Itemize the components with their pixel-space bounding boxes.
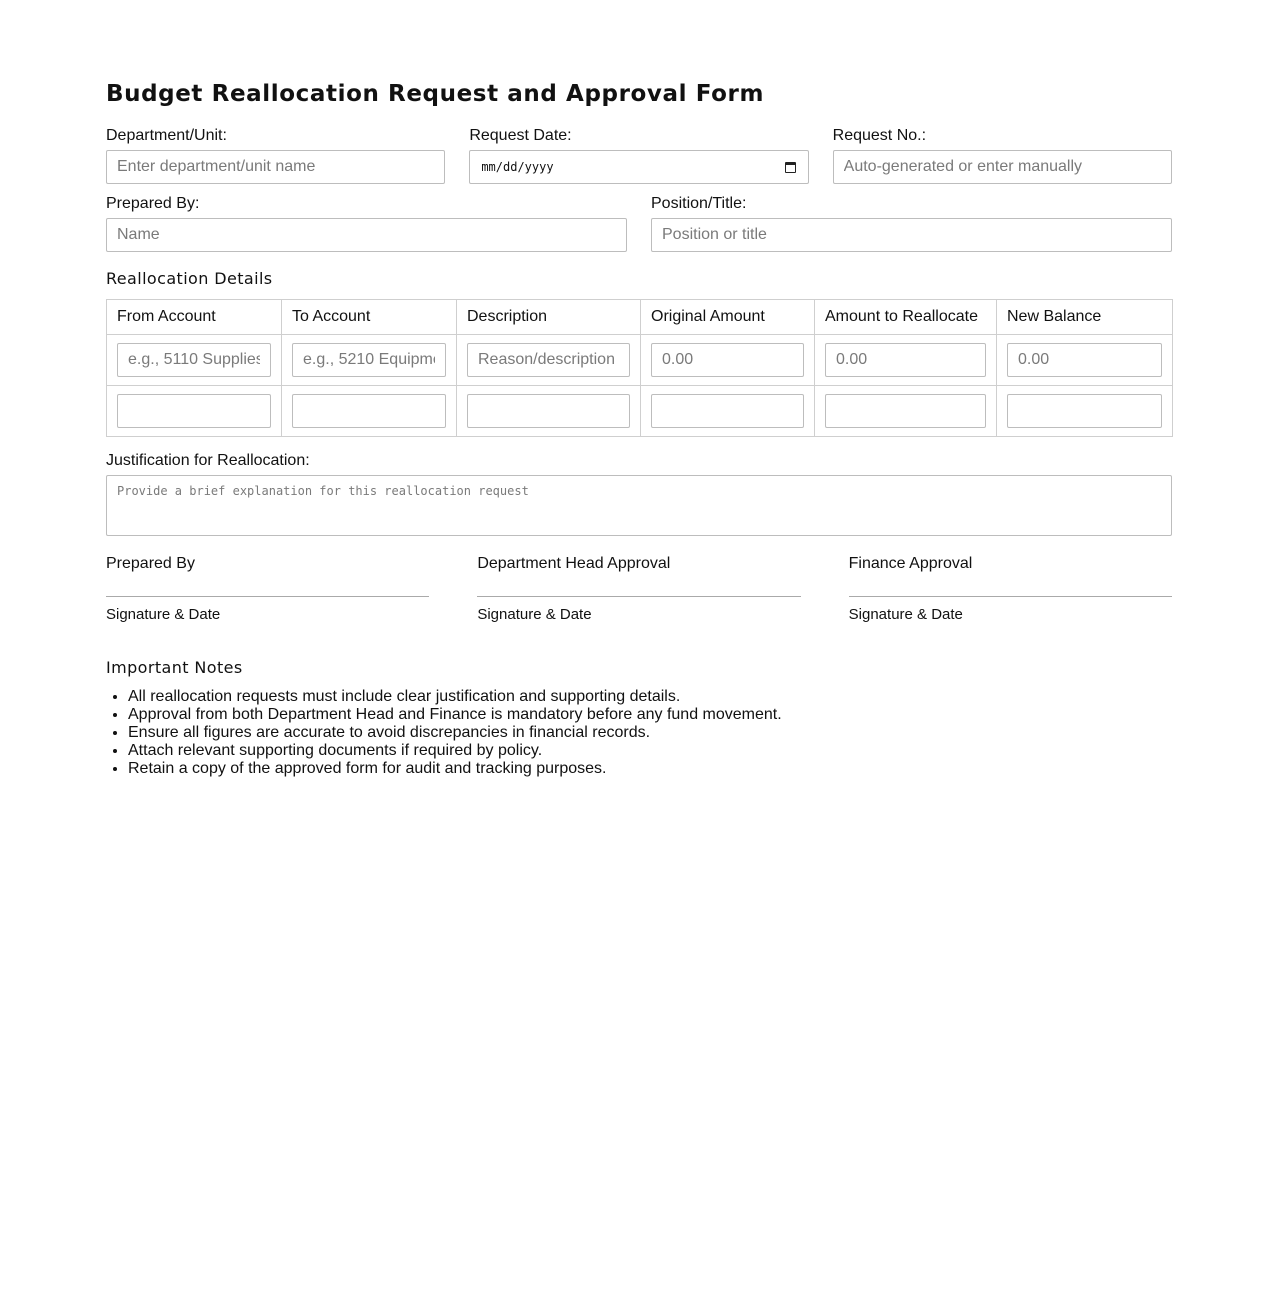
list-item: • Retain a copy of the approved form for audit and tracking purposes. — [128, 760, 1172, 778]
table-row — [107, 335, 1173, 386]
header-row-1 — [106, 126, 1172, 184]
prepared-by-input[interactable] — [106, 218, 627, 252]
list-item: • Approval from both Department Head and Finance is mandatory before any fund movement. — [128, 706, 1172, 724]
signature-block-prepared-by — [106, 554, 429, 624]
from-account-input[interactable] — [117, 394, 271, 428]
signature-caption: Signature & Date — [477, 606, 592, 623]
signature-title: Department Head Approval — [477, 555, 671, 572]
table-cell — [997, 335, 1173, 386]
table-cell — [815, 386, 997, 437]
notes-section-title: Important Notes — [106, 658, 243, 677]
prepared-by-field — [106, 194, 627, 252]
reallocation-section-title: Reallocation Details — [106, 269, 273, 288]
reallocation-header-row — [107, 300, 1173, 335]
signature-caption: Signature & Date — [106, 606, 221, 623]
table-cell — [107, 335, 282, 386]
department-field — [106, 126, 445, 184]
request-no-label: Request No.: — [832, 127, 927, 144]
request-no-input[interactable] — [833, 150, 1172, 184]
table-cell — [107, 386, 282, 437]
to-account-input[interactable] — [292, 343, 446, 377]
reallocation-table — [106, 299, 1173, 437]
justification-textarea[interactable] — [106, 475, 1172, 536]
form-title: Budget Reallocation Request and Approval Form — [106, 81, 765, 107]
signature-line[interactable] — [477, 596, 800, 597]
original-amount-input[interactable] — [651, 343, 804, 377]
original-amount-input[interactable] — [651, 394, 804, 428]
request-date-value: mm/dd/yyyy — [481, 160, 554, 174]
prepared-by-label: Prepared By: — [106, 195, 200, 212]
position-field — [651, 194, 1172, 252]
request-no-field — [833, 126, 1172, 184]
description-input[interactable] — [467, 343, 630, 377]
signature-title: Prepared By — [106, 555, 195, 572]
column-header-to-account: To Account — [282, 300, 457, 335]
column-header-from-account: From Account — [107, 300, 282, 335]
request-date-label: Request Date: — [469, 127, 572, 144]
list-item: • Attach relevant supporting documents if required by policy. — [128, 742, 1172, 760]
table-cell — [641, 335, 815, 386]
new-balance-input[interactable] — [1007, 394, 1162, 428]
description-input[interactable] — [467, 394, 630, 428]
position-label: Position/Title: — [651, 195, 747, 212]
table-cell — [457, 335, 641, 386]
department-label: Department/Unit: — [106, 127, 227, 144]
column-header-description: Description — [457, 300, 641, 335]
amount-to-reallocate-input[interactable] — [825, 394, 986, 428]
column-header-original-amount: Original Amount — [641, 300, 815, 335]
notes-list — [106, 688, 1172, 778]
justification-label: Justification for Reallocation: — [106, 452, 310, 469]
table-cell — [457, 386, 641, 437]
header-row-2 — [106, 194, 1172, 252]
table-row — [107, 386, 1173, 437]
signature-block-department-head — [477, 554, 800, 624]
calendar-icon[interactable] — [785, 162, 796, 173]
request-date-field — [469, 126, 808, 184]
list-item: • Ensure all figures are accurate to avoid discrepancies in financial records. — [128, 724, 1172, 742]
table-cell — [815, 335, 997, 386]
signature-caption: Signature & Date — [848, 606, 963, 623]
from-account-input[interactable] — [117, 343, 271, 377]
budget-reallocation-form — [106, 78, 1172, 778]
table-cell — [641, 386, 815, 437]
column-header-new-balance: New Balance — [997, 300, 1173, 335]
list-item: • All reallocation requests must include clear justification and supporting details. — [128, 688, 1172, 706]
new-balance-input[interactable] — [1007, 343, 1162, 377]
request-date-input[interactable] — [469, 150, 808, 184]
table-cell — [282, 386, 457, 437]
table-cell — [997, 386, 1173, 437]
to-account-input[interactable] — [292, 394, 446, 428]
signature-line[interactable] — [106, 596, 429, 597]
signature-block-finance — [849, 554, 1172, 624]
signature-title: Finance Approval — [848, 555, 973, 572]
signature-line[interactable] — [849, 596, 1172, 597]
table-cell — [282, 335, 457, 386]
column-header-amount-to-reallocate: Amount to Reallocate — [815, 300, 997, 335]
position-input[interactable] — [651, 218, 1172, 252]
signature-row — [106, 554, 1172, 624]
amount-to-reallocate-input[interactable] — [825, 343, 986, 377]
department-input[interactable] — [106, 150, 445, 184]
